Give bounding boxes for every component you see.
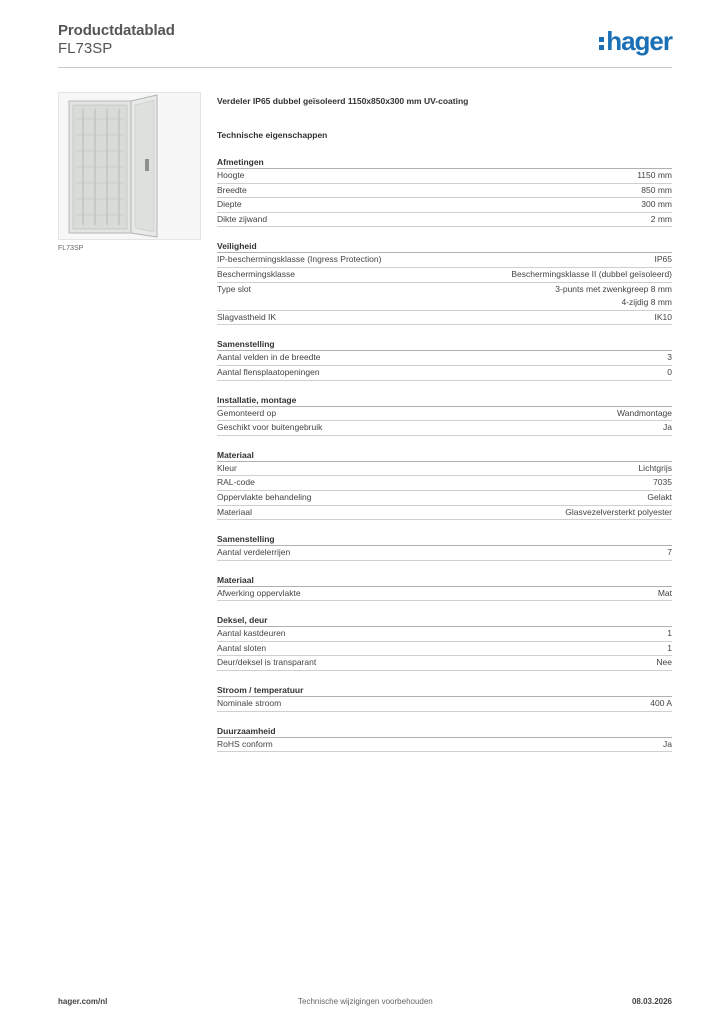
spec-row	[217, 351, 672, 366]
spec-row	[217, 627, 672, 642]
spec-section	[217, 684, 672, 712]
spec-section	[217, 533, 672, 561]
spec-section	[217, 394, 672, 436]
spec-label: Aantal flensplaatopeningen	[217, 366, 320, 377]
spec-row	[217, 253, 672, 268]
spec-row	[217, 283, 672, 311]
header-divider	[58, 67, 672, 68]
spec-label: IP-beschermingsklasse (Ingress Protection)	[217, 254, 382, 265]
spec-label: Afwerking oppervlakte	[217, 587, 301, 598]
spec-value: Gelakt	[647, 491, 672, 502]
image-caption: FL73SP	[58, 245, 84, 252]
spec-value: Ja	[663, 738, 672, 749]
spec-label: Diepte	[217, 199, 242, 210]
spec-label: Type slot	[217, 283, 252, 294]
spec-row	[217, 169, 672, 184]
spec-value: 3	[667, 352, 672, 363]
spec-sections	[217, 156, 672, 752]
spec-value: Wandmontage	[617, 407, 672, 418]
spec-row	[217, 462, 672, 477]
spec-row	[217, 268, 672, 283]
section-title: Samenstelling	[217, 338, 672, 351]
spec-section	[217, 449, 672, 520]
section-title: Veiligheid	[217, 240, 672, 253]
spec-value: 1	[667, 642, 672, 653]
spec-value: 3-punts met zwenkgreep 8 mm 4-zijdig 8 mm	[555, 283, 672, 308]
spec-label: Geschikt voor buitengebruik	[217, 422, 323, 433]
logo-text: hager	[606, 25, 672, 56]
spec-label: Hoogte	[217, 170, 245, 180]
spec-section	[217, 574, 672, 602]
spec-label: RoHS conform	[217, 738, 273, 749]
spec-label: Breedte	[217, 184, 247, 195]
spec-label: Gemonteerd op	[217, 407, 277, 418]
spec-value: Mat	[657, 587, 672, 598]
footer-website: hager.com/nl	[58, 997, 108, 1006]
product-image	[58, 92, 201, 240]
spec-label: Dikte zijwand	[217, 213, 268, 224]
spec-row	[217, 587, 672, 602]
section-title: Duurzaamheid	[217, 725, 672, 738]
section-title: Stroom / temperatuur	[217, 684, 672, 697]
spec-row	[217, 642, 672, 657]
spec-row	[217, 213, 672, 228]
spec-value: 1	[667, 628, 672, 639]
spec-row	[217, 697, 672, 712]
spec-row	[217, 198, 672, 213]
spec-content	[217, 96, 672, 752]
spec-label: Materiaal	[217, 506, 252, 517]
spec-label: Nominale stroom	[217, 698, 282, 709]
document-title: Productdatablad	[58, 22, 175, 39]
spec-label: Oppervlakte behandeling	[217, 491, 312, 502]
section-title: Deksel, deur	[217, 614, 672, 627]
spec-value: Beschermingsklasse II (dubbel geïsoleerd)	[511, 268, 672, 279]
spec-label: Beschermingsklasse	[217, 268, 295, 279]
spec-value: Ja	[663, 422, 672, 433]
spec-section	[217, 338, 672, 380]
spec-value: 2 mm	[650, 213, 672, 224]
product-description: Verdeler IP65 dubbel geïsoleerd 1150x850x300 mm UV-coating	[217, 96, 469, 106]
spec-row	[217, 506, 672, 521]
spec-row	[217, 366, 672, 381]
spec-value: 850 mm	[641, 184, 672, 195]
spec-row	[217, 656, 672, 671]
spec-value: IP65	[654, 254, 672, 265]
section-title: Materiaal	[217, 449, 672, 462]
spec-value: 400 A	[650, 698, 672, 709]
product-code: FL73SP	[58, 40, 113, 57]
spec-value: Nee	[656, 657, 672, 668]
spec-value: 300 mm	[641, 199, 672, 210]
spec-label: Aantal kastdeuren	[217, 628, 286, 639]
technical-heading: Technische eigenschappen	[217, 130, 328, 140]
footer-date: 08.03.2026	[631, 997, 672, 1006]
spec-row	[217, 407, 672, 422]
spec-label: Aantal velden in de breedte	[217, 352, 321, 363]
spec-label: RAL-code	[217, 477, 255, 488]
spec-label: Deur/deksel is transparant	[217, 657, 317, 668]
spec-section	[217, 725, 672, 753]
spec-section	[217, 156, 672, 227]
spec-section	[217, 240, 672, 325]
page-header	[58, 20, 672, 70]
section-title: Afmetingen	[217, 156, 672, 169]
spec-label: Aantal sloten	[217, 642, 267, 653]
spec-value: 1150 mm	[637, 170, 672, 180]
logo-dots-icon	[599, 37, 604, 50]
spec-label: Slagvastheid IK	[217, 311, 277, 322]
spec-value: 7035	[653, 477, 672, 488]
spec-row	[217, 491, 672, 506]
spec-value: Lichtgrijs	[638, 462, 672, 473]
spec-value: IK10	[654, 311, 672, 322]
hager-logo	[599, 26, 672, 56]
spec-row	[217, 311, 672, 326]
footer-disclaimer: Technische wijzigingen voorbehouden	[298, 997, 433, 1006]
spec-row	[217, 184, 672, 199]
cabinet-illustration-icon	[59, 93, 200, 239]
section-title: Materiaal	[217, 574, 672, 587]
spec-section	[217, 614, 672, 671]
section-title: Samenstelling	[217, 533, 672, 546]
spec-label: Aantal verdelerrijen	[217, 547, 291, 558]
spec-label: Kleur	[217, 462, 237, 473]
spec-row	[217, 738, 672, 753]
spec-value: 0	[667, 366, 672, 377]
spec-value: 7	[667, 547, 672, 558]
section-title: Installatie, montage	[217, 394, 672, 407]
spec-row	[217, 421, 672, 436]
spec-row	[217, 546, 672, 561]
spec-value: Glasvezelversterkt polyester	[565, 506, 672, 517]
spec-row	[217, 476, 672, 491]
